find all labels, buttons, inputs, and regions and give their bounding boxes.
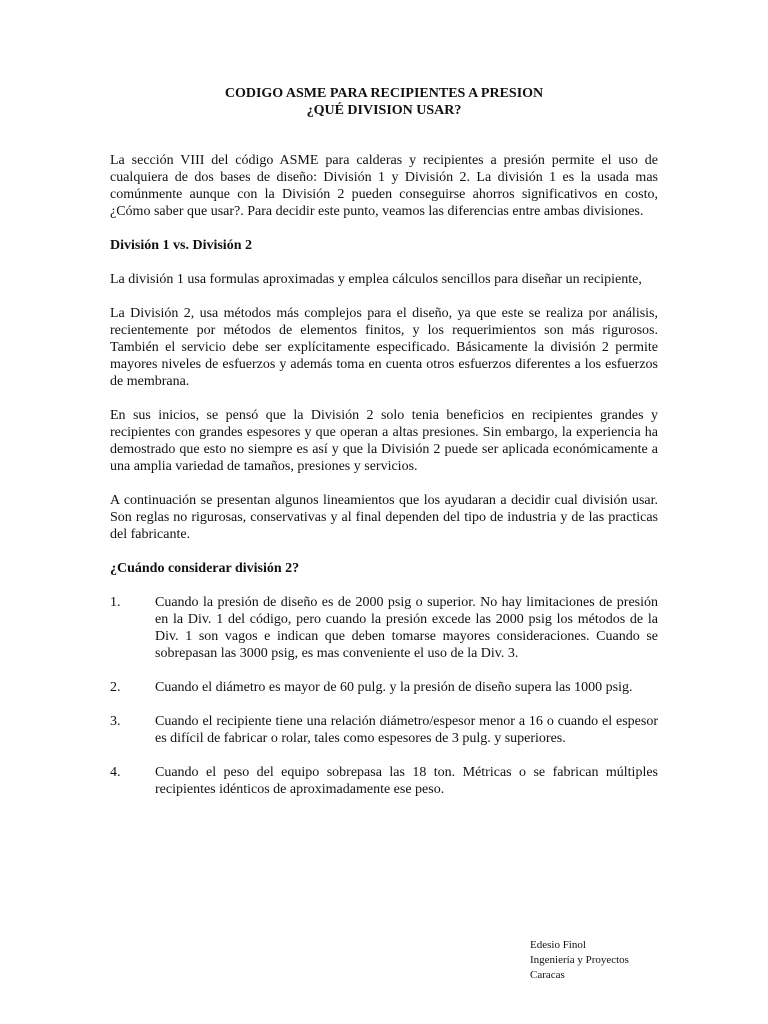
- list-item: [110, 764, 658, 798]
- section-heading-division-comparison: División 1 vs. División 2: [110, 238, 252, 253]
- document-title: [110, 85, 658, 119]
- intro-paragraph: La sección VIII del código ASME para calderas y recipientes a presión permite el uso de cualquiera de dos bases de diseño: División 1 y División 2. La división 1 es la usada mas comúnmente aunque con la División 2 pueden conseguirse ahorros significativos en costo, ¿Cómo saber que usar?. Para decidir este punto, veamos las diferencias entre ambas divisiones.: [110, 153, 658, 219]
- paragraph-guidelines: A continuación se presentan algunos lineamientos que los ayudaran a decidir cual división usar. Son reglas no rigurosas, conservativas y al final dependen del tipo de industria y de las practicas del fabricante.: [110, 493, 658, 542]
- author-city: Caracas: [530, 969, 565, 981]
- paragraph-division-2: La División 2, usa métodos más complejos para el diseño, ya que este se realiza por análisis, recientemente por métodos de elementos finitos, y los requerimientos son más rigurosos. También el servicio debe ser explícitamente especificado. Básicamente la división 2 permite mayores niveles de esfuerzos y además toma en cuenta otros esfuerzos diferentes a los esfuerzos de membrana.: [110, 306, 658, 389]
- list-item-text: Cuando el recipiente tiene una relación diámetro/espesor menor a 16 o cuando el espesor es difícil de fabricar o rolar, tales como espesores de 3 pulg. y superiores.: [155, 714, 658, 746]
- paragraph-history: En sus inicios, se pensó que la División 2 solo tenia beneficios en recipientes grandes y recipientes con grandes espesores y que operan a altas presiones. Sin embargo, la experiencia ha demostrado que esto no siempre es así y que la División 2 puede ser aplicada económicamente a una amplia variedad de tamaños, presiones y servicios.: [110, 408, 658, 474]
- author-organization: Ingeniería y Proyectos: [530, 954, 629, 966]
- title-line-2: ¿QUÉ DIVISION USAR?: [306, 103, 462, 118]
- list-item-number: 1.: [110, 595, 121, 610]
- list-item: [110, 594, 658, 662]
- list-item-number: 3.: [110, 714, 121, 729]
- author-name: Edesio Finol: [530, 939, 586, 951]
- section-heading-when-division-2: ¿Cuándo considerar división 2?: [110, 561, 300, 576]
- list-item-text: Cuando la presión de diseño es de 2000 psig o superior. No hay limitaciones de presión en la Div. 1 del código, pero cuando la presión excede las 2000 psig los métodos de la Div. 1 son vagos e indican que deben tomarse mayores consideraciones. Cuando se sobrepasan las 3000 psig, es mas conveniente el uso de la Div. 3.: [155, 595, 658, 661]
- list-item: [110, 713, 658, 747]
- list-item-number: 2.: [110, 680, 121, 695]
- list-item: [110, 679, 658, 696]
- list-item-text: Cuando el diámetro es mayor de 60 pulg. y la presión de diseño supera las 1000 psig.: [155, 680, 633, 695]
- title-line-1: CODIGO ASME PARA RECIPIENTES A PRESION: [224, 86, 544, 101]
- list-item-text: Cuando el peso del equipo sobrepasa las 18 ton. Métricas o se fabrican múltiples recipientes idénticos de aproximadamente ese peso.: [155, 765, 658, 797]
- document-body: [110, 152, 658, 815]
- paragraph-division-1: La división 1 usa formulas aproximadas y emplea cálculos sencillos para diseñar un recipiente,: [110, 272, 642, 287]
- list-item-number: 4.: [110, 765, 121, 780]
- author-signature-block: [530, 938, 629, 983]
- criteria-list: [110, 594, 658, 798]
